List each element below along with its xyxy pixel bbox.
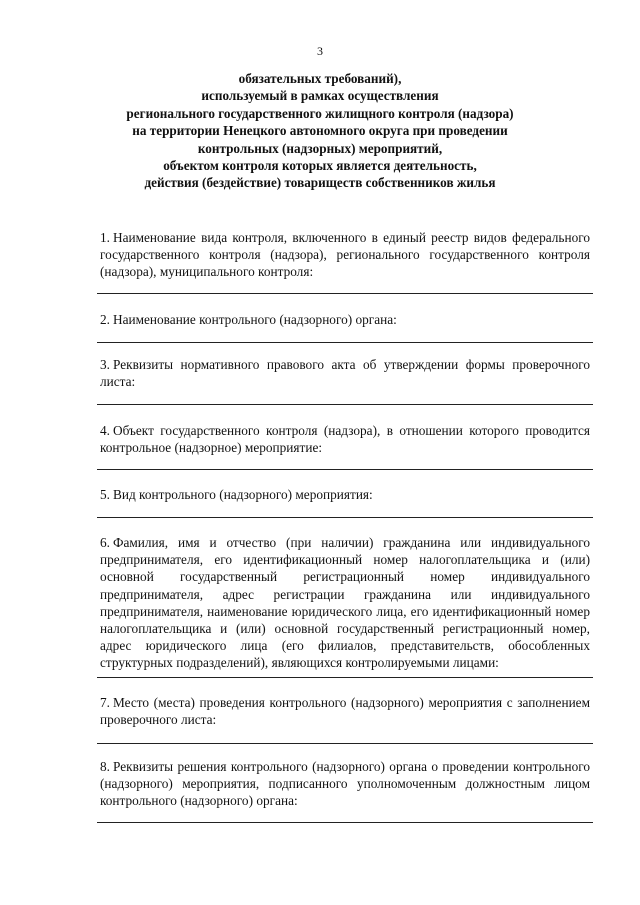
page-number: 3	[317, 44, 323, 58]
item-number: 7.	[100, 695, 110, 710]
item-text: Фамилия, имя и отчество (при наличии) гражданина или индивидуального предпринимателя, его идентификационный номер налогоплательщика и (или) основной государственный регистрационный номер индивидуального предпринимателя, адрес регистрации гражданина или индивидуального предпринимателя, наименование юридического лица, его идентификационный номер налогоплательщика и (или) основной государственный регистрационный номер, адрес юридического лица (его филиалов, представительств, обособленных структурных подразделений), являющихся контролируемыми лицами:	[100, 535, 590, 671]
title-line: обязательных требований),	[238, 71, 402, 86]
form-item-5	[100, 486, 590, 503]
item-text: Объект государственного контроля (надзора), в отношении которого проводится контрольное (надзорное) мероприятие:	[100, 423, 590, 456]
form-item-8	[100, 758, 590, 810]
item-number: 5.	[100, 487, 110, 502]
item-number: 6.	[100, 535, 110, 550]
title-line: на территории Ненецкого автономного округа при проведении	[132, 123, 508, 139]
fill-in-line-7[interactable]	[97, 743, 593, 744]
item-text: Реквизиты нормативного правового акта об утверждении формы проверочного листа:	[100, 357, 590, 390]
form-item-1	[100, 229, 590, 281]
title-line: используемый в рамках осуществления	[201, 88, 439, 104]
item-text: Реквизиты решения контрольного (надзорного) органа о проведении контрольного (надзорного) мероприятия, подписанного уполномоченным должностным лицом контрольного (надзорного) органа:	[100, 759, 590, 809]
item-text: Наименование вида контроля, включенного в единый реестр видов федерального государственного контроля (надзора), регионального государственного контроля (надзора), муниципального контроля:	[100, 230, 590, 280]
fill-in-line-8[interactable]	[97, 822, 593, 823]
title-line: объектом контроля которых является деятельность,	[163, 158, 477, 174]
fill-in-line-4[interactable]	[97, 469, 593, 470]
item-text: Вид контрольного (надзорного) мероприятия:	[112, 487, 373, 502]
title-line: регионального государственного жилищного контроля (надзора)	[126, 105, 514, 121]
title-line: действия (бездействие) товариществ собственников жилья	[144, 175, 496, 191]
item-number: 8.	[100, 759, 110, 774]
item-number: 4.	[100, 423, 110, 438]
document-title	[60, 70, 580, 192]
form-item-6	[100, 534, 590, 672]
item-number: 2.	[100, 312, 110, 327]
form-item-2	[100, 311, 590, 328]
title-line: контрольных (надзорных) мероприятий,	[197, 140, 443, 156]
item-text: Наименование контрольного (надзорного) органа:	[112, 312, 397, 327]
form-item-3	[100, 356, 590, 390]
form-item-7	[100, 694, 590, 728]
fill-in-line-1[interactable]	[97, 293, 593, 294]
fill-in-line-6[interactable]	[97, 677, 593, 678]
item-text: Место (места) проведения контрольного (надзорного) мероприятия с заполнением проверочного листа:	[100, 695, 590, 728]
fill-in-line-5[interactable]	[97, 517, 593, 518]
fill-in-line-3[interactable]	[97, 404, 593, 405]
form-item-4	[100, 422, 590, 456]
item-number: 1.	[100, 230, 110, 245]
item-number: 3.	[100, 357, 110, 372]
fill-in-line-2[interactable]	[97, 342, 593, 343]
